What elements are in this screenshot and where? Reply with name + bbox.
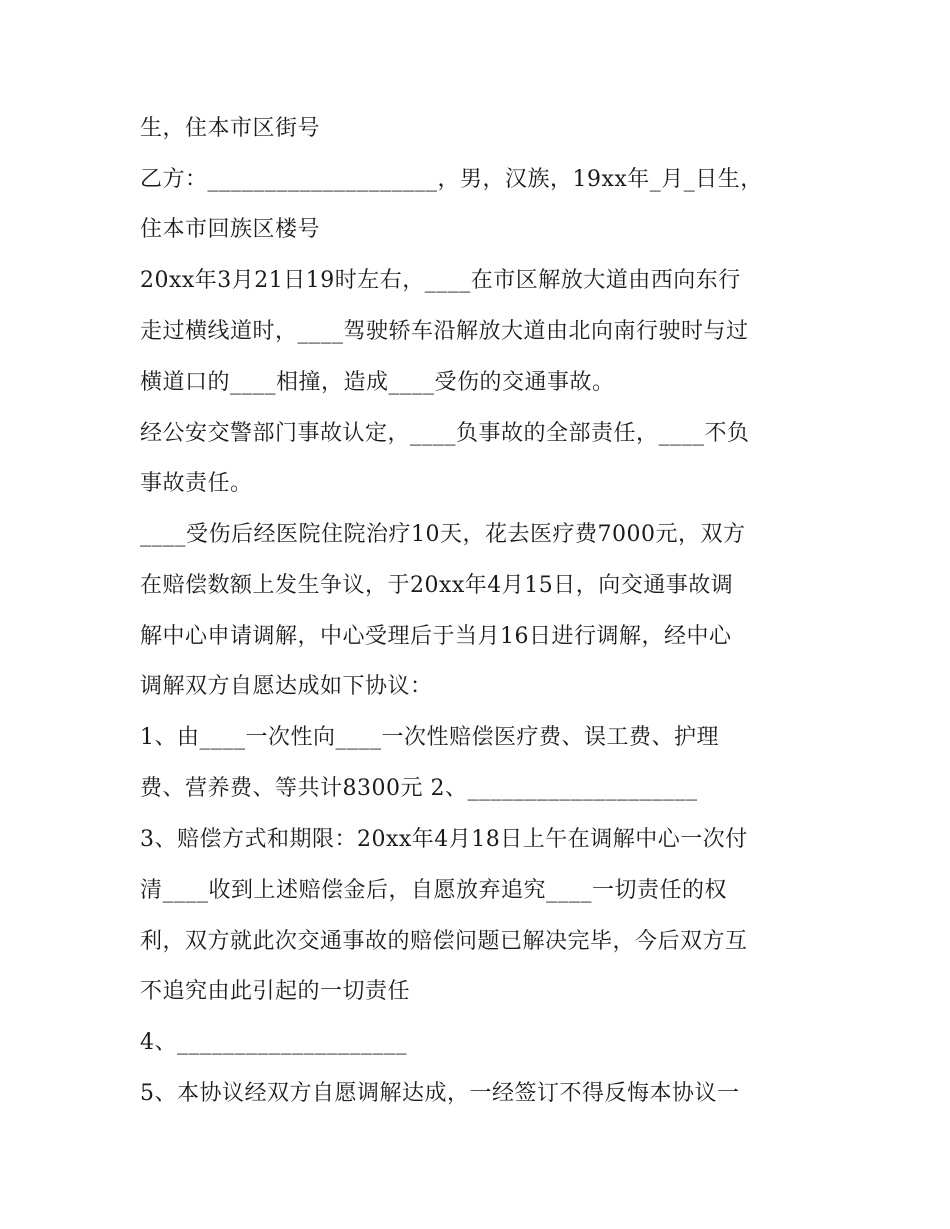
text-line: 横道口的____相撞，造成____受伤的交通事故。 [140, 370, 615, 395]
text-line: 4、____________________ [140, 1030, 407, 1055]
text-line: 3、赔偿方式和期限：20xx年4月18日上午在调解中心一次付 [140, 827, 748, 852]
text-line: 事故责任。 [140, 471, 253, 496]
text-line: 1、由____一次性向____一次性赔偿医疗费、误工费、护理 [140, 725, 719, 750]
text-line: 在赔偿数额上发生争议，于20xx年4月15日，向交通事故调 [140, 573, 734, 598]
text-line: 解中心申请调解，中心受理后于当月16日进行调解，经中心 [140, 624, 732, 649]
text-line: 生，住本市区街号 [140, 116, 321, 141]
text-line: 5、本协议经双方自愿调解达成，一经签订不得反悔本协议一 [140, 1081, 740, 1106]
text-line: 费、营养费、等共计8300元 2、____________________ [140, 776, 698, 801]
text-line: 住本市回族区楼号 [140, 217, 321, 242]
text-line: 乙方：____________________，男，汉族，19xx年_月_日生， [140, 167, 763, 192]
text-line: 20xx年3月21日19时左右，____在市区解放大道由西向东行 [140, 268, 741, 293]
text-line: ____受伤后经医院住院治疗10天，花去医疗费7000元，双方 [140, 522, 746, 547]
text-line: 清____收到上述赔偿金后，自愿放弃追究____一切责任的权 [140, 878, 728, 903]
text-line: 利，双方就此次交通事故的赔偿问题已解决完毕，今后双方互 [140, 929, 748, 954]
text-line: 经公安交警部门事故认定，____负事故的全部责任，____不负 [140, 421, 750, 446]
text-line: 走过横线道时，____驾驶轿车沿解放大道由北向南行驶时与过 [140, 319, 749, 344]
text-line: 不追究由此引起的一切责任 [140, 979, 411, 1004]
text-line: 调解双方自愿达成如下协议： [140, 674, 433, 699]
